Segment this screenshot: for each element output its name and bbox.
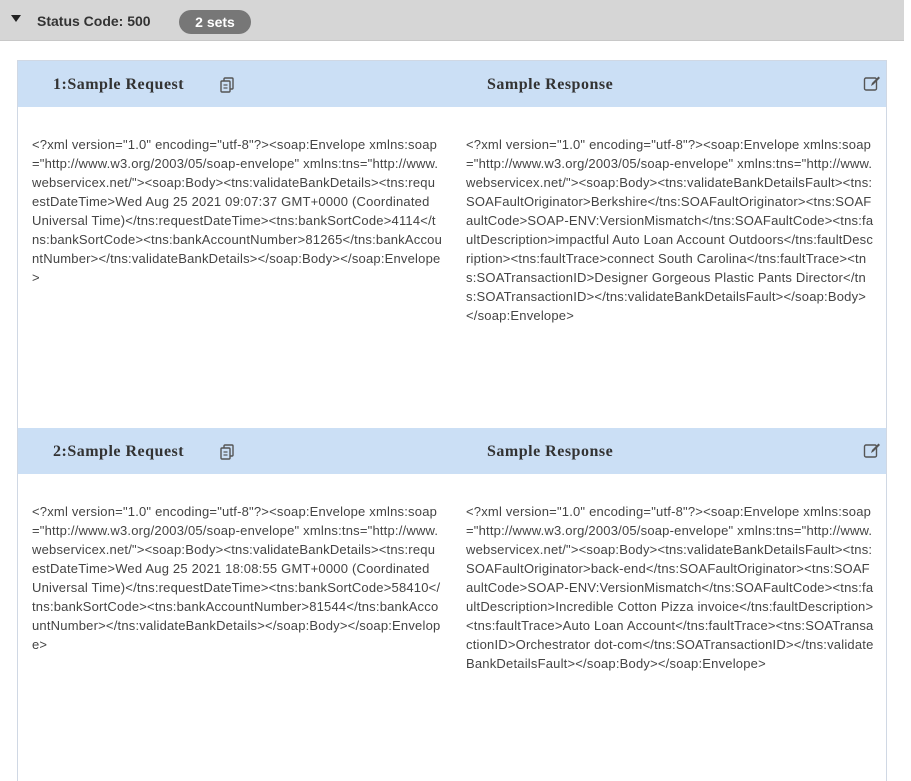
request-xml-body: <?xml version="1.0" encoding="utf-8"?><soap:Envelope xmlns:soap="http://www.w3.org/2003/05/soap-envelope" xmlns:tns="http://www.webservicex.net/"><soap:Body><tns:validateBankDetails><tns:requestDateTime>Wed Aug 25 2021 18:08:55 GMT+0000 (Coordinated Universal Time)</tns:requestDateTime><tns:bankSortCode>58410</tns:bankSortCode><tns:bankAccountNumber>81544</tns:bankAccountNumber></tns:validateBankDetails></soap:Body></soap:Envelope> [32,504,441,652]
set-header-2 [18,428,886,474]
response-xml-body: <?xml version="1.0" encoding="utf-8"?><soap:Envelope xmlns:soap="http://www.w3.org/2003/05/soap-envelope" xmlns:tns="http://www.webservicex.net/"><soap:Body><tns:validateBankDetailsFault><tns:SOAFaultOriginator>back-end</tns:SOAFaultOriginator><tns:SOAFaultCode>SOAP-ENV:VersionMismatch</tns:SOAFaultCode><tns:faultDescription>Incredible Cotton Pizza invoice</tns:faultDescription><tns:faultTrace>Auto Loan Account</tns:faultTrace><tns:SOATransactionID>Orchestrator dot-com</tns:SOATransactionID></tns:validateBankDetailsFault></soap:Body></soap:Envelope> [466,504,874,671]
status-code-bar[interactable] [0,0,904,41]
status-code-label: Status Code: 500 [37,13,151,29]
sample-request-title: 1:Sample Request [53,76,185,93]
copy-icon[interactable] [218,443,236,461]
response-xml-body: <?xml version="1.0" encoding="utf-8"?><soap:Envelope xmlns:soap="http://www.w3.org/2003/05/soap-envelope" xmlns:tns="http://www.webservicex.net/"><soap:Body><tns:validateBankDetailsFault><tns:SOAFaultOriginator>Berkshire</tns:SOAFaultOriginator><tns:SOAFaultCode>SOAP-ENV:VersionMismatch</tns:SOAFaultCode><tns:faultDescription>impactful Auto Loan Account Outdoors</tns:faultDescription><tns:faultTrace>connect South Carolina</tns:faultTrace><tns:SOATransactionID>Designer Gorgeous Plastic Pants Director</tns:SOATransactionID></tns:validateBankDetailsFault></soap:Body></soap:Envelope> [466,137,874,323]
request-xml-body: <?xml version="1.0" encoding="utf-8"?><soap:Envelope xmlns:soap="http://www.w3.org/2003/05/soap-envelope" xmlns:tns="http://www.webservicex.net/"><soap:Body><tns:validateBankDetails><tns:requestDateTime>Wed Aug 25 2021 09:07:37 GMT+0000 (Coordinated Universal Time)</tns:requestDateTime><tns:bankSortCode>4114</tns:bankSortCode><tns:bankAccountNumber>81265</tns:bankAccountNumber></tns:validateBankDetails></soap:Body></soap:Envelope> [32,137,443,285]
edit-icon[interactable] [863,442,881,460]
copy-icon[interactable] [218,76,236,94]
samples-panel [17,60,887,781]
set-header-1 [18,61,886,107]
edit-icon[interactable] [863,75,881,93]
sample-response-title: Sample Response [487,76,614,93]
caret-down-icon[interactable] [11,15,21,22]
sets-count-badge: 2 sets [179,10,251,34]
sample-request-title: 2:Sample Request [53,443,185,460]
sample-response-title: Sample Response [487,443,614,460]
